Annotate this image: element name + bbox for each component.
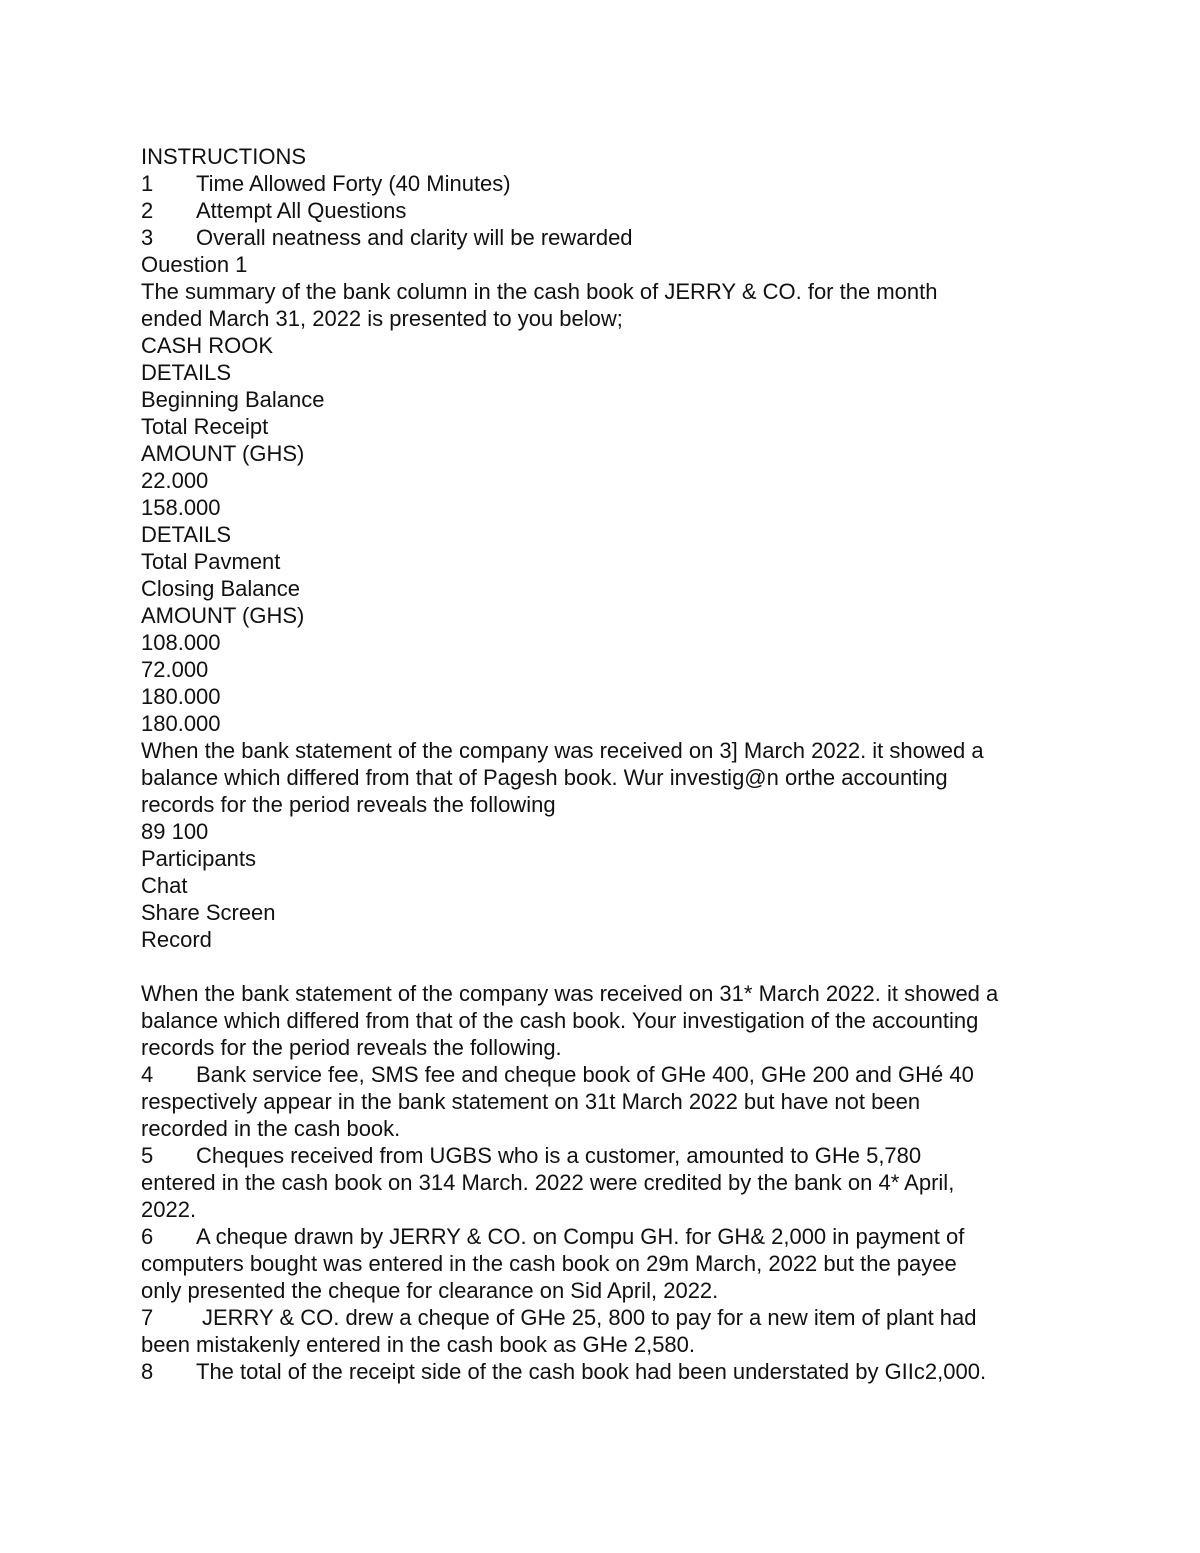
item-6-continuation: computers bought was entered in the cash book on 29m March, 2022 but the payee [141, 1251, 957, 1276]
instruction-text: Attempt All Questions [196, 198, 407, 223]
ocr-participants-text: Participants [141, 846, 256, 871]
item-text: JERRY & CO. drew a cheque of GHe 25, 800 to pay for a new item of plant had [202, 1305, 977, 1330]
instruction-text: Time Allowed Forty (40 Minutes) [196, 171, 511, 196]
item-6 [141, 1223, 1081, 1250]
item-8 [141, 1358, 1081, 1385]
ocr-paragraph-line: When the bank statement of the company was received on 3] March 2022. it showed a [141, 738, 984, 763]
ocr-paragraph-line: balance which differed from that of Pagesh book. Wur investig@n orthe accounting [141, 765, 948, 790]
instruction-number: 2 [141, 198, 154, 223]
paragraph-spacer [141, 953, 1081, 980]
receipts-details-header: DETAILS [141, 360, 232, 385]
statement-line: records for the period reveals the following. [141, 1035, 562, 1060]
ocr-chat-text: Chat [141, 873, 188, 898]
cash-book-total: 180.000 [141, 684, 221, 709]
payments-row-label: Total Pavment [141, 549, 281, 574]
item-text: Bank service fee, SMS fee and cheque book of GHe 400, GHe 200 and GHé 40 [196, 1062, 974, 1087]
instruction-text: Overall neatness and clarity will be rewarded [196, 225, 633, 250]
question-intro-line: ended March 31, 2022 is presented to you below; [141, 306, 623, 331]
instruction-item [141, 224, 1081, 251]
instruction-item [141, 197, 1081, 224]
receipts-amount-header: AMOUNT (GHS) [141, 441, 305, 466]
cash-book-total: 180.000 [141, 711, 221, 736]
item-text: A cheque drawn by JERRY & CO. on Compu GH. for GH& 2,000 in payment of [196, 1224, 965, 1249]
item-number: 4 [141, 1062, 154, 1087]
payments-amount: 108.000 [141, 630, 221, 655]
ocr-zoom-text: 89 100 [141, 819, 209, 844]
question-intro-line: The summary of the bank column in the cash book of JERRY & CO. for the month [141, 279, 938, 304]
item-number: 7 [141, 1305, 154, 1330]
item-4-continuation: respectively appear in the bank statement on 31t March 2022 but have not been [141, 1089, 921, 1114]
item-5 [141, 1142, 1081, 1169]
item-5-continuation: entered in the cash book on 314 March. 2022 were credited by the bank on 4* April, [141, 1170, 955, 1195]
instruction-item [141, 170, 1081, 197]
item-text: Cheques received from UGBS who is a customer, amounted to GHe 5,780 [196, 1143, 922, 1168]
statement-line: balance which differed from that of the cash book. Your investigation of the accounting [141, 1008, 979, 1033]
ocr-paragraph-line: records for the period reveals the following [141, 792, 556, 817]
item-number: 8 [141, 1359, 154, 1384]
item-5-continuation: 2022. [141, 1197, 197, 1222]
receipts-row-label: Beginning Balance [141, 387, 325, 412]
payments-amount-header: AMOUNT (GHS) [141, 603, 305, 628]
item-number: 6 [141, 1224, 154, 1249]
payments-row-label: Closing Balance [141, 576, 300, 601]
item-7 [141, 1304, 1081, 1331]
ocr-share-screen-text: Share Screen [141, 900, 276, 925]
item-number: 5 [141, 1143, 154, 1168]
ocr-record-text: Record [141, 927, 212, 952]
cash-book-title: CASH ROOK [141, 333, 274, 358]
payments-details-header: DETAILS [141, 522, 232, 547]
item-7-continuation: been mistakenly entered in the cash book as GHe 2,580. [141, 1332, 696, 1357]
instruction-number: 3 [141, 225, 154, 250]
receipts-row-label: Total Receipt [141, 414, 269, 439]
item-6-continuation: only presented the cheque for clearance on Sid April, 2022. [141, 1278, 719, 1303]
payments-amount: 72.000 [141, 657, 209, 682]
question-title: Ouestion 1 [141, 252, 248, 277]
receipts-amount: 158.000 [141, 495, 221, 520]
instructions-heading: INSTRUCTIONS [141, 144, 306, 169]
item-text: The total of the receipt side of the cash book had been understated by GIIc2,000. [196, 1359, 987, 1384]
item-4 [141, 1061, 1081, 1088]
instruction-number: 1 [141, 171, 154, 196]
item-4-continuation: recorded in the cash book. [141, 1116, 401, 1141]
receipts-amount: 22.000 [141, 468, 209, 493]
document-page [141, 143, 1081, 1385]
statement-line: When the bank statement of the company was received on 31* March 2022. it showed a [141, 981, 999, 1006]
